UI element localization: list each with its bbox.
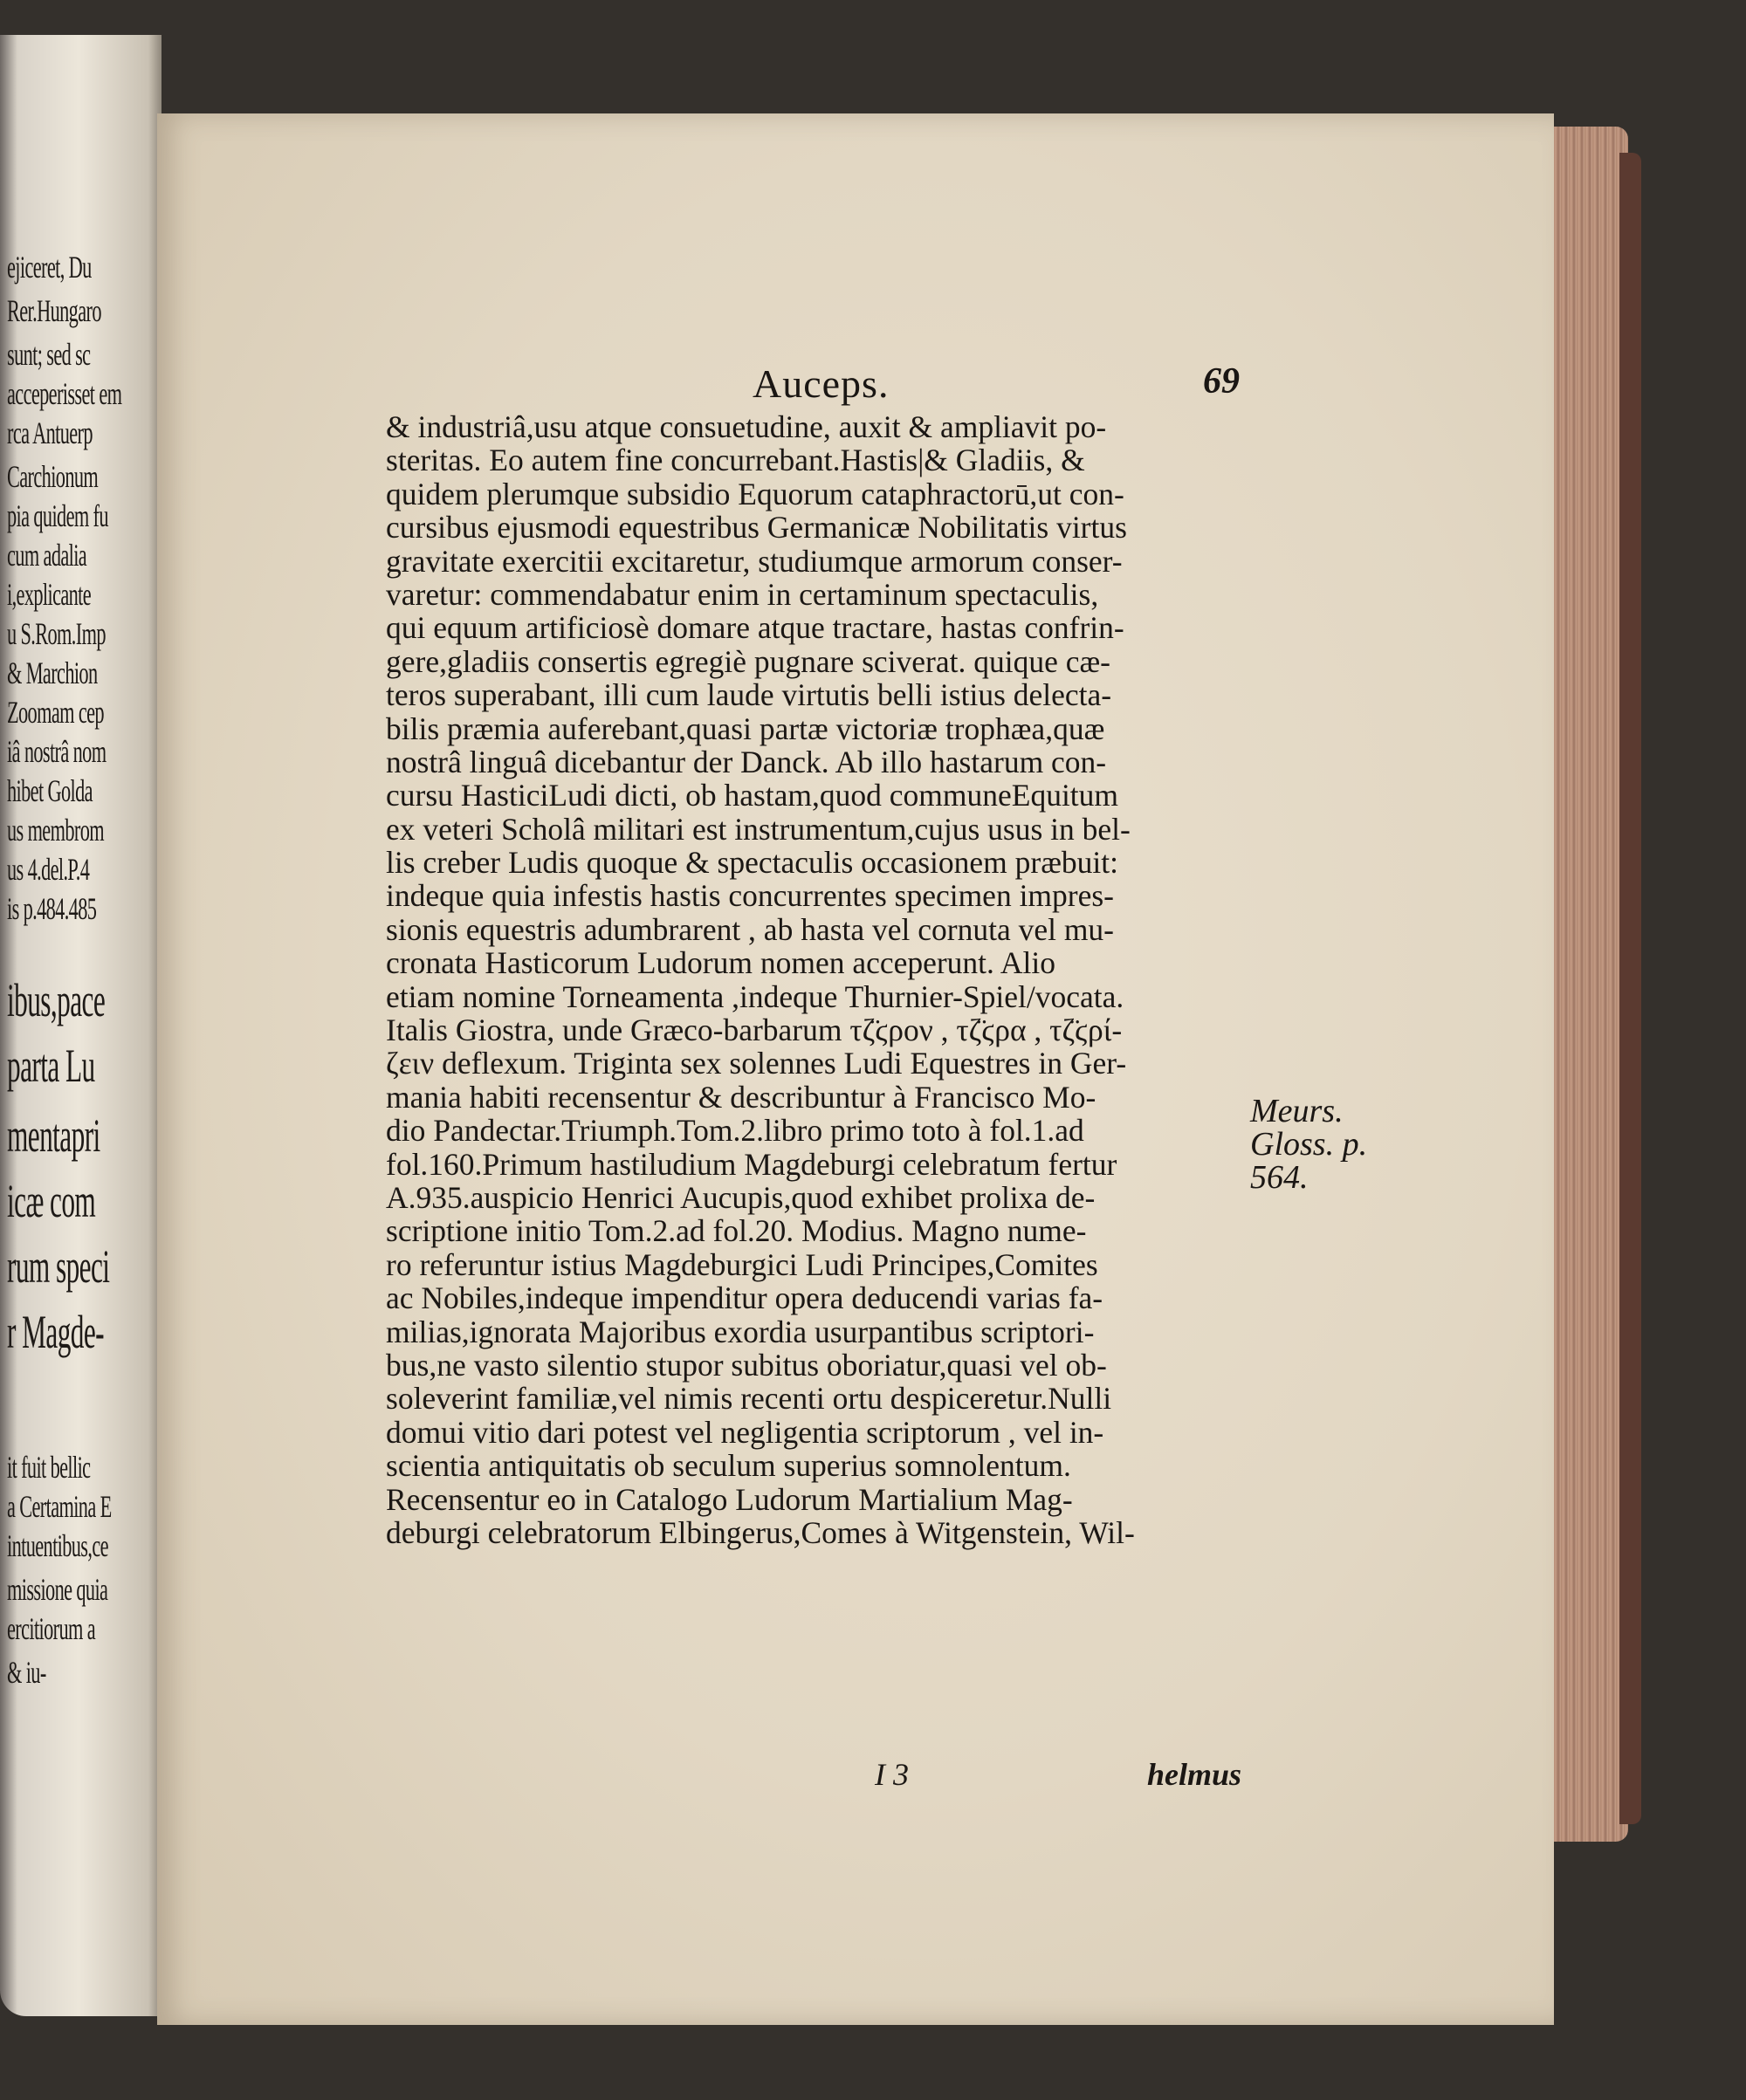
- text-line: steritas. Eo autem fine concurrebant.Hastis|& Gladiis, &: [386, 443, 1085, 478]
- left-page-line: rca Antuerp: [7, 415, 93, 450]
- signature-mark: I 3: [875, 1757, 909, 1792]
- text-line: sionis equestris adumbrarent , ab hasta vel cornuta vel mu-: [386, 911, 1115, 947]
- left-page-line: it fuit bellic: [7, 1450, 91, 1485]
- text-line: nostrâ linguâ dicebantur der Danck. Ab illo hastarum con-: [386, 744, 1107, 779]
- text-line: soleverint familiæ,vel nimis recenti ortu despiceretur.Nulli: [386, 1381, 1112, 1417]
- text-line: ac Nobiles,indeque impenditur opera deducendi varias fa-: [386, 1280, 1103, 1316]
- text-line: scriptione initio Tom.2.ad fol.20. Modius. Magno nume-: [386, 1213, 1087, 1249]
- text-line: Recensentur eo in Catalogo Ludorum Martialium Mag-: [386, 1481, 1073, 1517]
- text-line: bus,ne vasto silentio stupor subitus oboriatur,quasi vel ob-: [386, 1347, 1107, 1383]
- page-header: [375, 360, 1240, 413]
- text-line: scientia antiquitatis ob seculum superius somnolentum.: [386, 1448, 1071, 1484]
- left-page-line: hibet Golda: [7, 773, 93, 808]
- left-page-line: acceperisset em: [7, 376, 122, 411]
- text-line: gere,gladiis consertis egregiè pugnare sciverat. quique cæ-: [386, 643, 1110, 679]
- left-page-line: i,explicante: [7, 577, 92, 612]
- left-page-line: & Marchion: [7, 655, 98, 690]
- left-page-line: us 4.del.P.4: [7, 852, 90, 887]
- left-page-line: cum adalia: [7, 538, 87, 573]
- left-page-line: iâ nostrâ nom: [7, 734, 107, 769]
- text-line: teros superabant, illi cum laude virtutis belli istius delecta-: [386, 677, 1112, 713]
- text-line: bilis præmia auferebant,quasi partæ victoriæ trophæa,quæ: [386, 710, 1105, 746]
- text-line: qui equum artificiosè domare atque tractare, hastas confrin-: [386, 610, 1124, 646]
- text-line: & industriâ,usu atque consuetudine, auxit & ampliavit po-: [386, 409, 1107, 444]
- margin-note-line: 564.: [1250, 1159, 1309, 1196]
- text-line: gravitate exercitii excitaretur, studiumque armorum conser-: [386, 543, 1123, 579]
- left-facing-page: [0, 35, 162, 2016]
- margin-note-line: Gloss. p.: [1250, 1126, 1368, 1163]
- text-line: ζειν deflexum. Triginta sex solennes Ludi Equestres in Ger-: [386, 1046, 1127, 1081]
- body-text: [386, 410, 1241, 1549]
- left-page-line: ercitiorum a: [7, 1611, 96, 1646]
- page-footer: [386, 1756, 1241, 1791]
- left-page-line: mentapri: [7, 1109, 100, 1162]
- text-line: lis creber Ludis quoque & spectaculis occasionem præbuit:: [386, 845, 1118, 881]
- page-number: 69: [1203, 361, 1240, 401]
- left-page-line: ejiceret, Du: [7, 250, 92, 285]
- left-page-line: Carchionum: [7, 459, 99, 494]
- text-line: domui vitio dari potest vel negligentia scriptorum , vel in-: [386, 1414, 1104, 1450]
- text-line: Italis Giostra, unde Græco-barbarum τζ̈ϛρον , τζ̈ϛρα , τζ̈ϛρί-: [386, 1012, 1123, 1048]
- left-page-line: rum speci: [7, 1240, 110, 1293]
- left-page-line: u S.Rom.Imp: [7, 616, 106, 651]
- left-page-line: pia quidem fu: [7, 498, 108, 533]
- text-line: varetur: commendabatur enim in certaminum spectaculis,: [386, 576, 1099, 612]
- left-page-line: & iu-: [7, 1655, 46, 1690]
- left-page-line: sunt; sed sc: [7, 337, 91, 372]
- left-page-line: icæ com: [7, 1175, 96, 1227]
- left-page-line: intuentibus,ce: [7, 1528, 108, 1563]
- text-line: cursu HasticiLudi dicti, ob hastam,quod communeEquitum: [386, 778, 1119, 813]
- left-page-line: ibus,pace: [7, 974, 106, 1026]
- margin-note-line: Meurs.: [1250, 1093, 1344, 1129]
- catchword: helmus: [1146, 1757, 1241, 1792]
- text-line: cronata Hasticorum Ludorum nomen acceperunt. Alio: [386, 945, 1055, 981]
- margin-note: [1250, 1095, 1367, 1194]
- text-line: fol.160.Primum hastiludium Magdeburgi celebratum fertur: [386, 1146, 1117, 1182]
- left-page-line: Zoomam cep: [7, 695, 104, 730]
- left-page-line: us membrom: [7, 813, 104, 848]
- running-head: Auceps.: [753, 361, 890, 406]
- left-page-line: parta Lu: [7, 1040, 95, 1092]
- text-line: quidem plerumque subsidio Equorum cataphractorū,ut con-: [386, 476, 1124, 511]
- text-line: cursibus ejusmodi equestribus Germanicæ Nobilitatis virtus: [386, 510, 1127, 546]
- left-page-line: is p.484.485: [7, 891, 97, 926]
- book-edge: [1545, 127, 1628, 1842]
- text-line: mania habiti recensentur & describuntur à Francisco Mo-: [386, 1079, 1096, 1115]
- left-page-line: Rer.Hungaro: [7, 293, 101, 328]
- text-line: ro referuntur istius Magdeburgici Ludi Principes,Comites: [386, 1246, 1098, 1282]
- text-line: deburgi celebratorum Elbingerus,Comes à Witgenstein, Wil-: [386, 1514, 1135, 1550]
- text-line: milias,ignorata Majoribus exordia usurpantibus scriptori-: [386, 1314, 1095, 1349]
- text-line: indeque quia infestis hastis concurrentes specimen impres-: [386, 878, 1115, 914]
- left-page-line: a Certamina E: [7, 1489, 112, 1524]
- text-line: A.935.auspicio Henrici Aucupis,quod exhibet prolixa de-: [386, 1179, 1096, 1215]
- text-line: etiam nomine Torneamenta ,indeque Thurnier-Spiel/vocata.: [386, 978, 1124, 1014]
- left-page-line: r Magde-: [7, 1306, 105, 1358]
- text-line: dio Pandectar.Triumph.Tom.2.libro primo toto à fol.1.ad: [386, 1113, 1084, 1149]
- main-page: [157, 113, 1554, 2025]
- text-line: ex veteri Scholâ militari est instrumentum,cujus usus in bel-: [386, 811, 1131, 847]
- book-cover-edge: [1619, 153, 1641, 1824]
- left-page-line: missione quia: [7, 1572, 108, 1607]
